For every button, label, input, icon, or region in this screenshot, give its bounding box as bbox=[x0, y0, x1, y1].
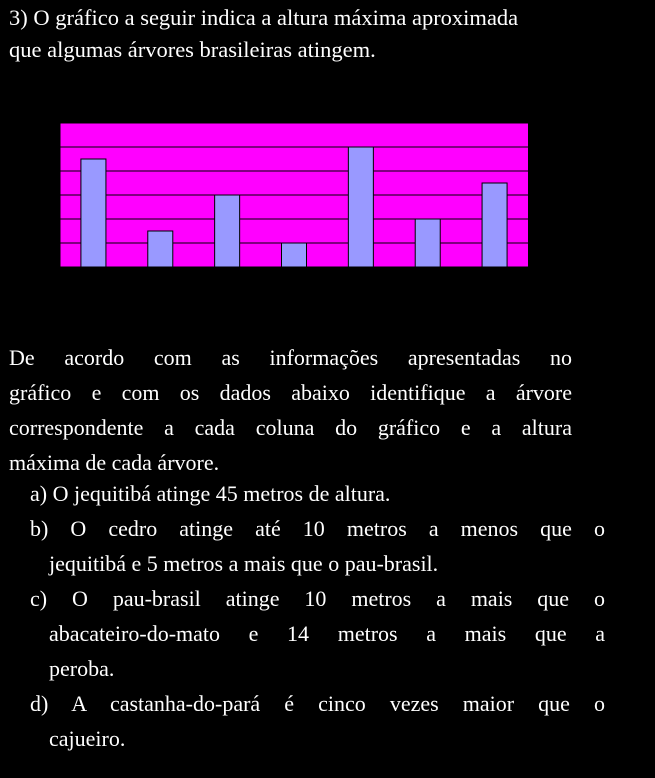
bar bbox=[282, 243, 307, 267]
question-title bbox=[9, 2, 655, 66]
bar bbox=[81, 159, 106, 267]
paragraph-line: correspondente a cada coluna do gráfico e a altura bbox=[9, 415, 572, 440]
y-tick-label: 40 bbox=[36, 167, 45, 176]
x-axis-label: árvores bbox=[529, 272, 560, 282]
clue-line: d) A castanha-do-pará é cinco vezes maior que o bbox=[30, 691, 605, 716]
bar bbox=[415, 219, 440, 267]
y-tick-label: 30 bbox=[36, 191, 45, 200]
clue-item-d bbox=[30, 686, 605, 756]
clue-item-a bbox=[30, 476, 605, 511]
clue-line: b) O cedro atinge até 10 metros a menos que o bbox=[30, 516, 605, 541]
clue-line: peroba. bbox=[49, 656, 115, 681]
y-tick-label: 50 bbox=[36, 143, 45, 152]
y-tick-label: 20 bbox=[36, 215, 45, 224]
bar-chart bbox=[28, 75, 588, 295]
clue-line: cajueiro. bbox=[49, 726, 126, 751]
chart-svg bbox=[28, 75, 588, 295]
paragraph-line: gráfico e com os dados abaixo identifique a árvore bbox=[9, 380, 572, 405]
x-tick-label: C bbox=[224, 281, 231, 290]
paragraph-line: De acordo com as informações apresentadas no bbox=[9, 345, 572, 370]
question-title-line: 3) O gráfico a seguir indica a altura máxima aproximada bbox=[9, 5, 519, 30]
y-tick-label: 60 bbox=[36, 119, 45, 128]
clue-line: a) O jequitibá atinge 45 metros de altura. bbox=[30, 481, 391, 506]
clue-line: jequitibá e 5 metros a mais que o pau-brasil. bbox=[49, 551, 439, 576]
x-tick-label: G bbox=[491, 281, 498, 290]
x-tick-label: F bbox=[425, 281, 431, 290]
bar bbox=[215, 195, 240, 267]
clue-item-b bbox=[30, 511, 605, 581]
clue-list bbox=[30, 476, 605, 756]
x-tick-label: D bbox=[291, 281, 297, 290]
x-tick-label: E bbox=[358, 281, 364, 290]
clue-line: abacateiro-do-mato e 14 metros a mais que a bbox=[49, 621, 605, 646]
bar bbox=[348, 147, 373, 267]
y-axis-label: altura (m) bbox=[32, 96, 71, 106]
clue-line: c) O pau-brasil atinge 10 metros a mais que o bbox=[30, 586, 605, 611]
question-title-line: que algumas árvores brasileiras atingem. bbox=[9, 37, 376, 62]
chart-title: Áltura de algumas árvores brasileiras bbox=[169, 76, 357, 88]
y-tick-label: 10 bbox=[36, 239, 45, 248]
bar bbox=[148, 231, 173, 267]
clue-item-c bbox=[30, 581, 605, 686]
bar bbox=[482, 183, 507, 267]
x-tick-label: B bbox=[157, 281, 164, 290]
x-tick-label: A bbox=[90, 281, 97, 290]
y-tick-label: 0 bbox=[40, 263, 45, 272]
paragraph-line: máxima de cada árvore. bbox=[9, 450, 220, 475]
instructions-paragraph bbox=[9, 340, 572, 480]
